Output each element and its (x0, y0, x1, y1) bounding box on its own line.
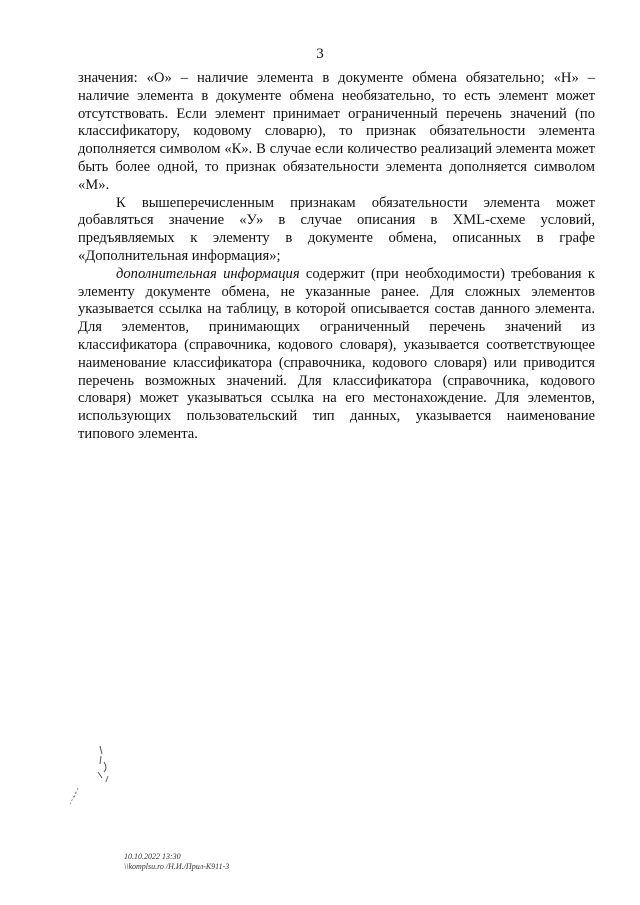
handwritten-mark (64, 742, 124, 812)
paragraph-additional-info-text: содержит (при необходимости) требования к элементу документе обмена, не указанные ранее. Для сложных элементов указывается ссылка на таблицу, в которой описывается состав данного элемента. Для элементов, принимающих ограниченный перечень значений из классификатора (справочника, кодового словаря), указывается соответствующее наименование классификатора (справочника, кодового словаря) или приводится перечень возможных значений. Для классификатора (справочника, кодового словаря) может указываться ссылка на его местонахождение. Для элементов, использующих пользовательский тип данных, указывается наименование типового элемента. (78, 265, 596, 442)
footer-file-path: \\komplsu.ro /Н.И./Прил-К911-3 (124, 862, 230, 871)
paragraph-additional-info-lead: дополнительная информация (116, 265, 300, 282)
footer-stamp (124, 852, 229, 872)
paragraph-additional-info (78, 266, 595, 444)
page-number: 3 (316, 46, 324, 62)
paragraph-mandatory-values: значения: «О» – наличие элемента в документе обмена обязательно; «Н» – наличие элемента в документе обмена необязательно, то есть элемент может отсутствовать. Если элемент принимает ограниченный перечень значений (по классификатору, кодовому словарю), то признак обязательности элемента дополняется символом «К». В случае если количество реализаций элемента может быть более одной, то признак обязательности элемента дополняется символом «М». (78, 70, 595, 193)
footer-datetime: 10.10.2022 13:30 (124, 852, 181, 861)
document-body (78, 70, 595, 444)
paragraph-conditional-value: К вышеперечисленным признакам обязательности элемента может добавляться значение «У» в случае описания в XML-схеме условий, предъявляемых к элементу в документе обмена, описанных в графе «Дополнительная информация»; (78, 194, 595, 264)
